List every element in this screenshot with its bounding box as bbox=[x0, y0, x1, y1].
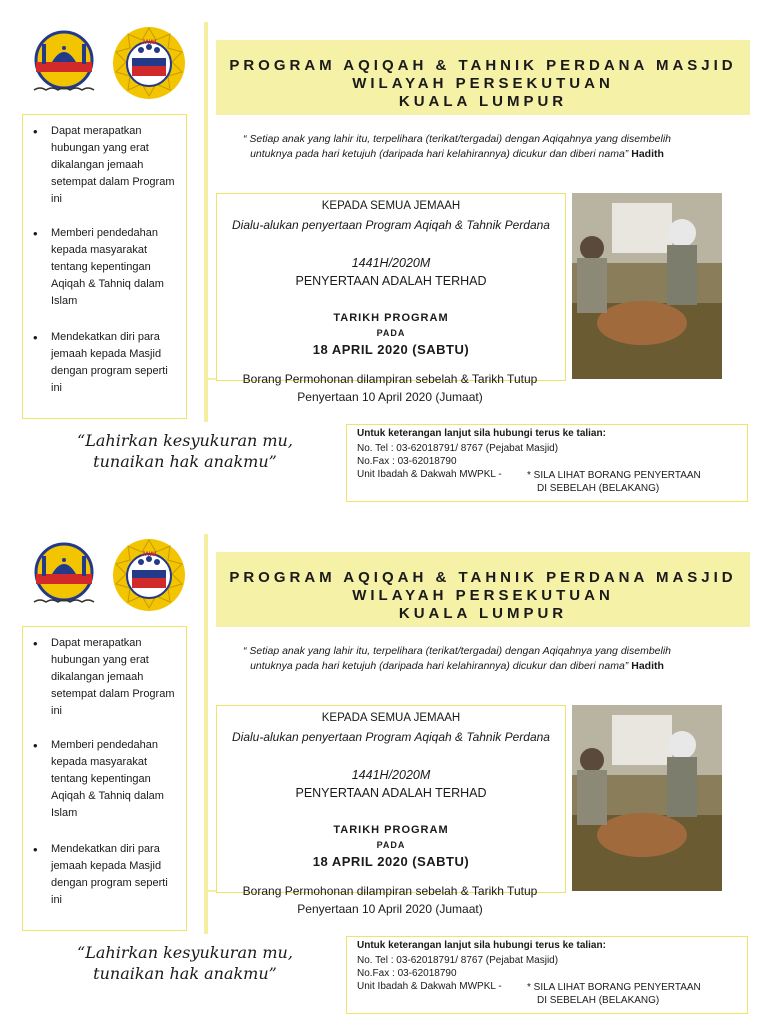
contact-note: * SILA LIHAT BORANG PENYERTAAN DI SEBELAH (BELAKANG) bbox=[527, 982, 701, 1006]
contact-unit: Unit Ibadah & Dakwah MWPKL - bbox=[357, 981, 502, 992]
invitation-box bbox=[216, 193, 566, 381]
quote: “Lahirkan kesyukuran mu, tunaikan hak anakmu” bbox=[77, 431, 293, 471]
jawi-logo-text: JAWI bbox=[141, 552, 157, 558]
contact-tel: No. Tel : 03-62018791/ 8767 (Pejabat Masjid) bbox=[357, 955, 559, 966]
greeting: KEPADA SEMUA JEMAAH bbox=[321, 200, 461, 212]
title-line-1: PROGRAM AQIQAH & TAHNIK PERDANA MASJID bbox=[229, 57, 737, 74]
year-label: 1441H/2020M bbox=[351, 256, 431, 270]
title-banner bbox=[216, 552, 750, 627]
pada-label: PADA bbox=[376, 840, 406, 850]
bullet-icon: • bbox=[33, 330, 38, 345]
event-photo bbox=[572, 705, 722, 891]
year-label: 1441H/2020M bbox=[351, 768, 431, 782]
invitation-box bbox=[216, 705, 566, 893]
decor-vertical-line bbox=[204, 22, 208, 422]
contact-heading: Untuk keterangan lanjut sila hubungi terus ke talian: bbox=[357, 428, 606, 439]
contact-note: * SILA LIHAT BORANG PENYERTAAN DI SEBELAH (BELAKANG) bbox=[527, 470, 701, 494]
contact-heading: Untuk keterangan lanjut sila hubungi terus ke talian: bbox=[357, 940, 606, 951]
limited-notice: PENYERTAAN ADALAH TERHAD bbox=[295, 274, 487, 288]
title-line-2: WILAYAH PERSEKUTUAN bbox=[352, 75, 614, 92]
jawi-logo-text: JAWI bbox=[141, 40, 157, 46]
pada-label: PADA bbox=[376, 328, 406, 338]
flyer-bottom bbox=[0, 512, 770, 1017]
contact-box bbox=[346, 424, 748, 502]
limited-notice: PENYERTAAN ADALAH TERHAD bbox=[295, 786, 487, 800]
program-date: 18 APRIL 2020 (SABTU) bbox=[312, 854, 470, 869]
program-date: 18 APRIL 2020 (SABTU) bbox=[312, 342, 470, 357]
decor-vertical-line bbox=[204, 534, 208, 934]
contact-tel: No. Tel : 03-62018791/ 8767 (Pejabat Masjid) bbox=[357, 443, 559, 454]
bullet-icon: • bbox=[33, 124, 38, 139]
title-banner bbox=[216, 40, 750, 115]
closing-date-note: Borang Permohonan dilampiran sebelah & Tarikh Tutup Penyertaan 10 April 2020 (Jumaat) bbox=[242, 372, 538, 404]
title-line-3: KUALA LUMPUR bbox=[398, 605, 568, 622]
title-line-2: WILAYAH PERSEKUTUAN bbox=[352, 587, 614, 604]
masjid-logo-icon bbox=[28, 540, 100, 612]
title-line-1: PROGRAM AQIQAH & TAHNIK PERDANA MASJID bbox=[229, 569, 737, 586]
bullet-icon: • bbox=[33, 842, 38, 857]
contact-unit: Unit Ibadah & Dakwah MWPKL - bbox=[357, 469, 502, 480]
jawi-emblem-icon bbox=[108, 22, 190, 104]
contact-box bbox=[346, 936, 748, 1014]
masjid-logo-icon bbox=[28, 28, 100, 100]
contact-fax: No.Fax : 03-62018790 bbox=[357, 456, 457, 467]
closing-date-note: Borang Permohonan dilampiran sebelah & Tarikh Tutup Penyertaan 10 April 2020 (Jumaat) bbox=[242, 884, 538, 916]
quote: “Lahirkan kesyukuran mu, tunaikan hak anakmu” bbox=[77, 943, 293, 983]
title-line-3: KUALA LUMPUR bbox=[398, 93, 568, 110]
bullet-icon: • bbox=[33, 226, 38, 241]
flyer-top bbox=[0, 0, 770, 505]
objectives-box: • Dapat merapatkan hubungan yang erat dikalangan jemaah setempat dalam Program ini • Memberi pendedahan kepada masyarakat tentang kepentingan Aqiqah & Tahniq dalam Islam • Mendekatkan diri para jemaah kepada Masjid dengan program seperti ini bbox=[22, 114, 187, 419]
invitation-text: Dialu-alukan penyertaan Program Aqiqah & Tahnik Perdana bbox=[232, 218, 550, 232]
bullet-icon: • bbox=[33, 738, 38, 753]
objectives-box: • Dapat merapatkan hubungan yang erat dikalangan jemaah setempat dalam Program ini • Memberi pendedahan kepada masyarakat tentang kepentingan Aqiqah & Tahniq dalam Islam • Mendekatkan diri para jemaah kepada Masjid dengan program seperti ini bbox=[22, 626, 187, 931]
contact-fax: No.Fax : 03-62018790 bbox=[357, 968, 457, 979]
hadith-quote: “ Setiap anak yang lahir itu, terpelihara (terikat/tergadai) dengan Aqiqahnya yang disembelih untuknya pada hari ketujuh (daripada hari kelahirannya) dicukur dan diberi nama” Hadith bbox=[242, 645, 672, 672]
program-date-label: TARIKH PROGRAM bbox=[333, 312, 449, 324]
hadith-quote: “ Setiap anak yang lahir itu, terpelihara (terikat/tergadai) dengan Aqiqahnya yang disembelih untuknya pada hari ketujuh (daripada hari kelahirannya) dicukur dan diberi nama” Hadith bbox=[242, 133, 672, 160]
bullet-icon: • bbox=[33, 636, 38, 651]
greeting: KEPADA SEMUA JEMAAH bbox=[321, 712, 461, 724]
event-photo bbox=[572, 193, 722, 379]
jawi-emblem-icon bbox=[108, 534, 190, 616]
invitation-text: Dialu-alukan penyertaan Program Aqiqah & Tahnik Perdana bbox=[232, 730, 550, 744]
program-date-label: TARIKH PROGRAM bbox=[333, 824, 449, 836]
